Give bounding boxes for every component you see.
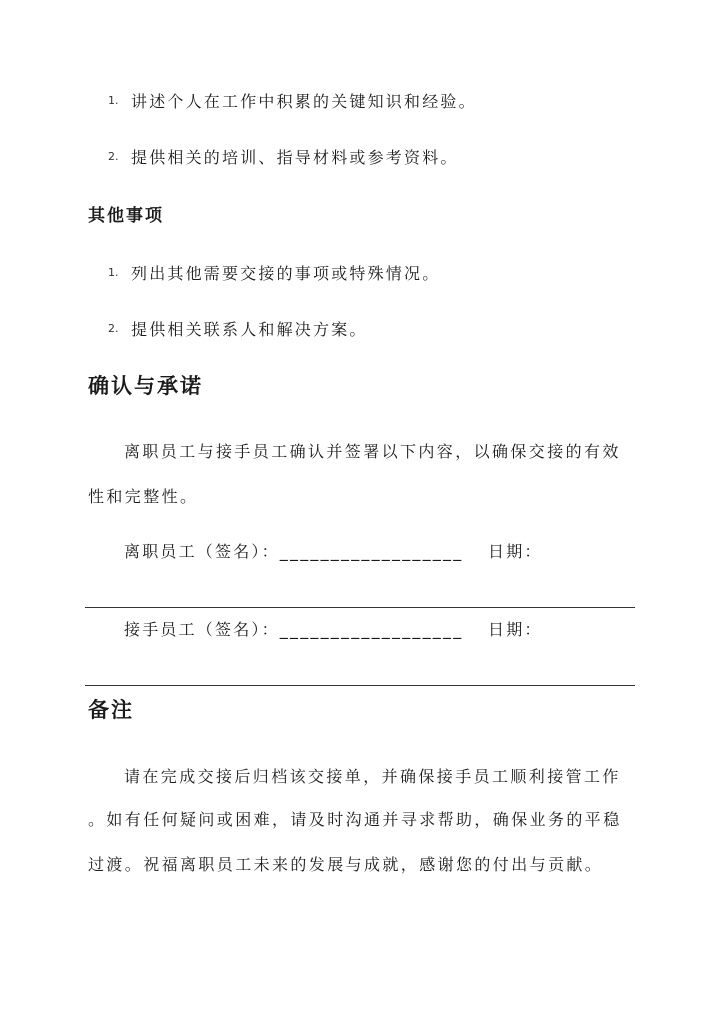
paragraph-line: 请在完成交接后归档该交接单，并确保接手员工顺利接管工作 [124,767,621,786]
paragraph-line: 。如有任何疑问或困难，请及时沟通并寻求帮助，确保业务的平稳 [88,810,622,829]
list-item: 列出其他需要交接的事项或特殊情况。 [131,264,441,283]
date-label-departing: 日期： [488,542,543,561]
list-number: 2. [108,150,119,163]
section-heading-other-matters: 其他事项 [88,206,164,226]
divider [85,607,635,608]
list-number: 1. [108,266,119,279]
list-item: 提供相关联系人和解决方案。 [131,320,368,339]
paragraph-line: 性和完整性。 [88,487,199,506]
list-item: 提供相关的培训、指导材料或参考资料。 [131,148,459,167]
signature-line-departing: 离职员工（签名）：__________________ [124,542,464,561]
paragraph-line: 过渡。祝福离职员工未来的发展与成就，感谢您的付出与贡献。 [88,855,604,874]
list-number: 1. [108,94,119,107]
section-heading-confirmation: 确认与承诺 [88,374,203,398]
date-label-receiving: 日期： [488,620,543,639]
divider [85,685,635,686]
paragraph-line: 离职员工与接手员工确认并签署以下内容，以确保交接的有效 [124,442,621,461]
signature-line-receiving: 接手员工（签名）：__________________ [124,620,464,639]
list-item: 讲述个人在工作中积累的关键知识和经验。 [131,92,477,111]
list-number: 2. [108,322,119,335]
section-heading-remarks: 备注 [88,698,134,722]
